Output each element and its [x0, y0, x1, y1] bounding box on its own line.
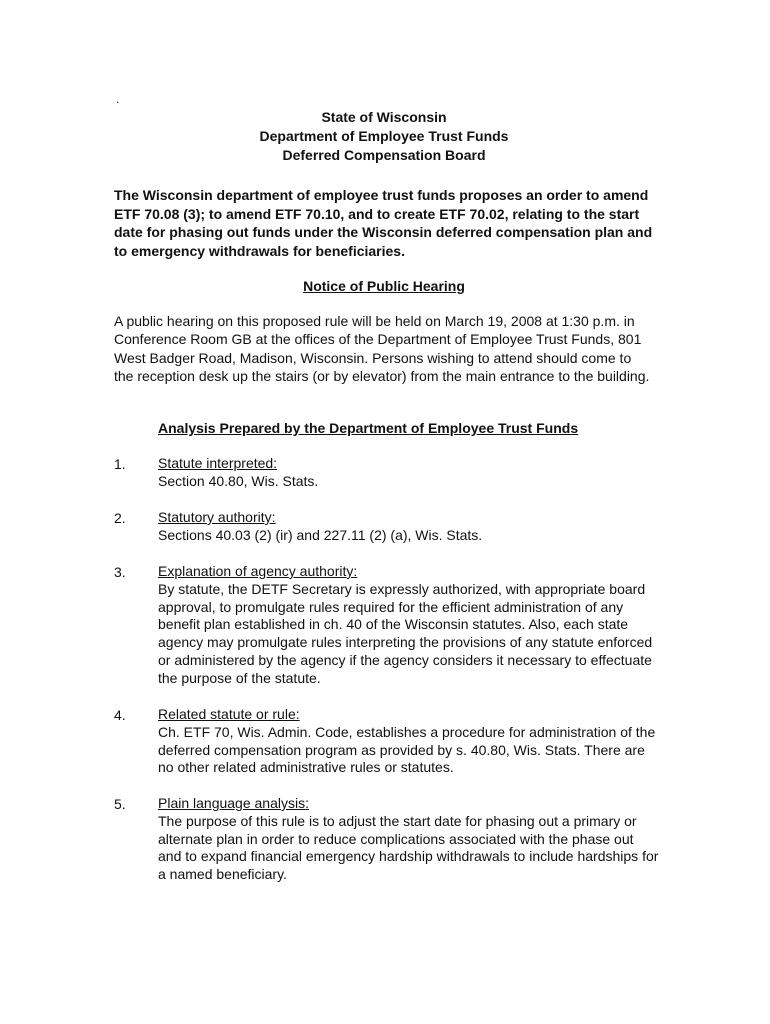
hearing-paragraph: A public hearing on this proposed rule will be held on March 19, 2008 at 1:30 p.m. in Conference Room GB at the offices of the Department of Employee Trust Funds, 801 West Badger Road, Madison, Wisconsin. Persons wishing to attend should come to the reception desk up the stairs (or by elevator) from the main entrance to the building. — [114, 313, 650, 385]
item-text: Sections 40.03 (2) (ir) and 227.11 (2) (a), Wis. Stats. — [158, 526, 483, 543]
item-content — [158, 706, 660, 777]
analysis-title: Analysis Prepared by the Department of Employee Trust Funds — [158, 420, 579, 436]
item-heading: Statutory authority: — [158, 509, 276, 525]
item-number: 3. — [114, 564, 126, 580]
item-number: 1. — [114, 456, 126, 472]
item-number: 4. — [114, 707, 126, 723]
item-content — [158, 455, 660, 491]
notice-title: Notice of Public Hearing — [303, 278, 465, 294]
header-department: Department of Employee Trust Funds — [259, 128, 509, 144]
item-text: The purpose of this rule is to adjust the start date for phasing out a primary or alternate plan in order to reduce complications associated with the phase out and to expand financial emergency hardship withdrawals to include hardships for a named beneficiary. — [158, 812, 659, 883]
item-number: 5. — [114, 796, 126, 812]
header-board: Deferred Compensation Board — [282, 147, 486, 163]
item-content — [158, 795, 660, 884]
item-number: 2. — [114, 510, 126, 526]
top-mark: . — [116, 92, 120, 106]
item-heading: Explanation of agency authority: — [158, 563, 358, 579]
item-text: Section 40.80, Wis. Stats. — [158, 472, 319, 489]
item-content — [158, 563, 660, 688]
item-heading: Plain language analysis: — [158, 795, 309, 811]
item-text: Ch. ETF 70, Wis. Admin. Code, establishes a procedure for administration of the deferred compensation program as provided by s. 40.80, Wis. Stats. There are no other related administrative rules or statutes. — [158, 723, 656, 776]
proposal-summary: The Wisconsin department of employee trust funds proposes an order to amend ETF 70.08 (3); to amend ETF 70.10, and to create ETF 70.02, relating to the start date for phasing out funds under the Wisconsin deferred compensation plan and to emergency withdrawals for beneficiaries. — [114, 187, 653, 259]
item-heading: Related statute or rule: — [158, 706, 300, 722]
document-header — [114, 108, 654, 165]
header-state: State of Wisconsin — [321, 109, 447, 125]
item-heading: Statute interpreted: — [158, 455, 278, 471]
item-content — [158, 509, 660, 545]
item-text: By statute, the DETF Secretary is expressly authorized, with appropriate board approval, to promulgate rules required for the efficient administration of any benefit plan established in ch. 40 of the Wisconsin statutes. Also, each state agency may promulgate rules interpreting the provisions of any statute enforced or administered by the agency if the agency considers it necessary to effectuate the purpose of the statute. — [158, 580, 653, 686]
